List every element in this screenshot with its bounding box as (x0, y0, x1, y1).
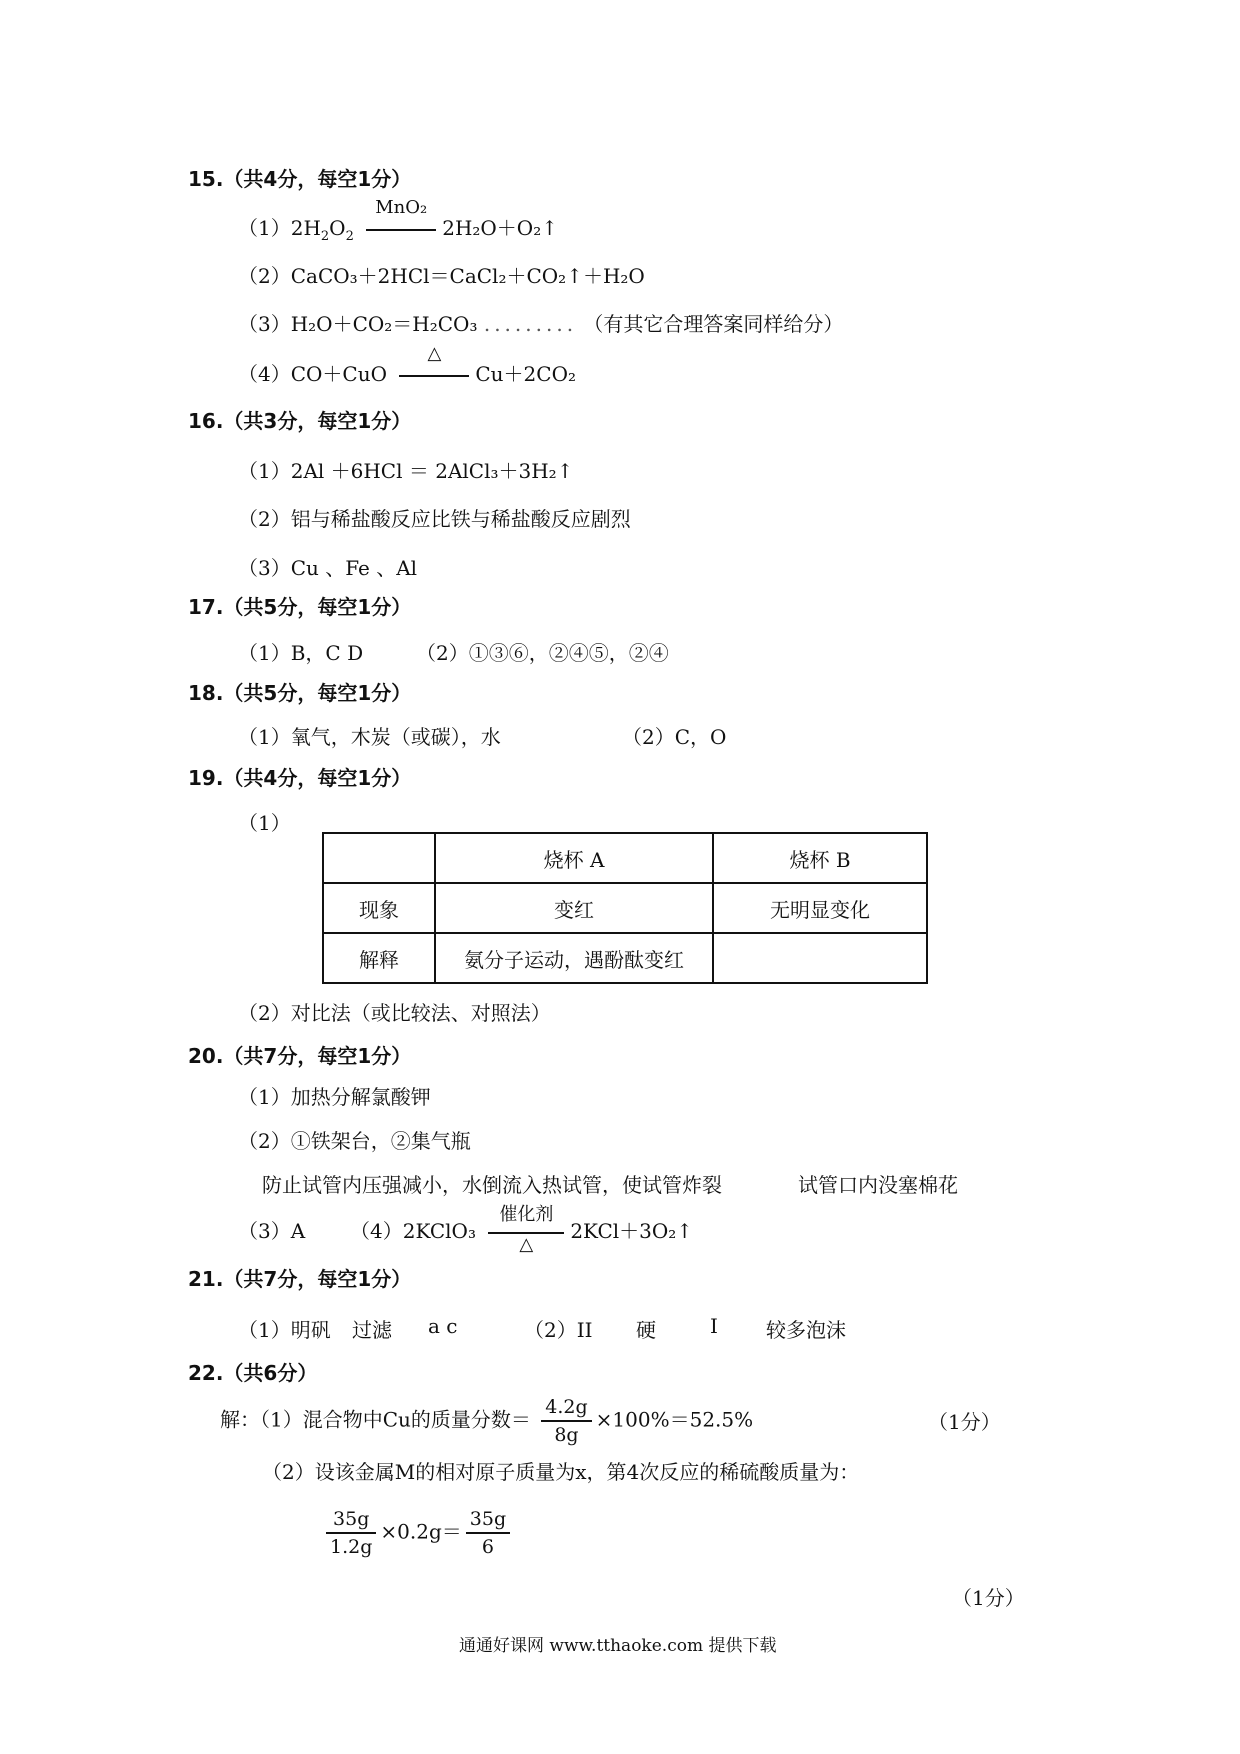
q22-heading: 22.（共6分） (188, 1361, 318, 1385)
q20-heading: 20.（共7分，每空1分） (188, 1044, 412, 1068)
table-header-beaker-b: 烧杯 B (713, 833, 927, 883)
observation-table (322, 832, 928, 984)
fraction-cu (541, 1396, 591, 1446)
q21-answer-alum: （1）明矾 (238, 1318, 331, 1342)
reaction-arrow-mno2 (366, 196, 436, 241)
q20-line3a: 防止试管内压强减小，水倒流入热试管，使试管炸裂 (262, 1173, 722, 1197)
q15-line1-sub-c: 2 (345, 229, 354, 244)
q19-line2: （2）对比法（或比较法、对照法） (238, 1001, 551, 1025)
q15-line1-o: O (329, 216, 346, 240)
q22-line1 (220, 1396, 753, 1446)
q18-answer-1: （1）氧气，木炭（或碳），水 (238, 725, 501, 749)
fraction-left (326, 1508, 376, 1558)
q21-answer-i: I (710, 1314, 718, 1338)
q16-line3: （3）Cu 、Fe 、Al (238, 556, 418, 580)
q21-answer-hard: 硬 (636, 1318, 656, 1342)
q15-line3-equation: （3）H₂O＋CO₂＝H₂CO₃ (238, 312, 478, 336)
heat-symbol: △ (519, 1233, 534, 1255)
fraction-denominator: 8g (554, 1424, 579, 1446)
q20-line3b: 试管口内没塞棉花 (798, 1173, 958, 1197)
q22-line3-mid: ×0.2g＝ (380, 1519, 462, 1544)
reaction-arrow-heat (399, 342, 469, 387)
q22-line1-score: （1分） (928, 1410, 1001, 1434)
q17-heading: 17.（共5分，每空1分） (188, 595, 412, 619)
fraction-denominator: 6 (481, 1536, 494, 1558)
q16-heading: 16.（共3分，每空1分） (188, 409, 412, 433)
q15-line4-products: Cu＋2CO₂ (475, 362, 576, 386)
q21-answer-ii: （2）II (524, 1318, 593, 1342)
q22-line3 (322, 1508, 514, 1558)
q22-line3-score: （1分） (952, 1586, 1025, 1610)
q21-answer-foam: 较多泡沫 (766, 1318, 846, 1342)
q15-line3-note: （有其它合理答案同样给分） (583, 312, 844, 336)
fraction-denominator: 1.2g (330, 1536, 373, 1558)
table-row-phenomenon (323, 883, 927, 933)
q15-line4 (238, 342, 576, 387)
q15-line3: （3）H₂O＋CO₂＝H₂CO₃ ......... （有其它合理答案同样给分） (238, 312, 844, 336)
q15-line1 (238, 196, 558, 244)
table-cell (713, 933, 927, 983)
table-header-row (323, 833, 927, 883)
page-footer: 通通好课网 www.tthaoke.com 提供下载 (459, 1636, 777, 1656)
table-cell: 氨分子运动，遇酚酞变红 (435, 933, 713, 983)
table-row-label: 解释 (323, 933, 435, 983)
heat-symbol: △ (427, 342, 442, 364)
q19-heading: 19.（共4分，每空1分） (188, 766, 412, 790)
q20-line2: （2）①铁架台，②集气瓶 (238, 1129, 471, 1153)
q19-line1: （1） (238, 811, 291, 835)
q18-heading: 18.（共5分，每空1分） (188, 681, 412, 705)
q20-line4b (350, 1203, 694, 1255)
q20-line4a: （3）A (238, 1219, 306, 1243)
fraction-right (466, 1508, 510, 1558)
q15-line1-sub-a: 2 (320, 229, 330, 244)
q21-heading: 21.（共7分，每空1分） (188, 1267, 412, 1291)
q15-line2: （2）CaCO₃＋2HCl＝CaCl₂＋CO₂↑＋H₂O (238, 264, 645, 288)
q18-answer-2: （2）C，O (622, 725, 727, 749)
table-header-beaker-a: 烧杯 A (435, 833, 713, 883)
q22-line2: （2）设该金属M的相对原子质量为x，第4次反应的稀硫酸质量为： (262, 1460, 860, 1484)
q15-line1-prefix: （1）2H (238, 216, 321, 240)
q15-line4-reactants: （4）CO＋CuO (238, 362, 388, 386)
q17-answer-2: （2）①③⑥，②④⑤，②④ (416, 641, 669, 665)
table-row-label: 现象 (323, 883, 435, 933)
q20-line1: （1）加热分解氯酸钾 (238, 1085, 431, 1109)
table-corner-cell (323, 833, 435, 883)
fraction-numerator: 35g (466, 1508, 510, 1534)
q15-heading: 15.（共4分，每空1分） (188, 167, 412, 191)
q20-line4b-reactant: （4）2KClO₃ (350, 1219, 476, 1243)
fraction-numerator: 35g (326, 1508, 376, 1534)
table-cell: 变红 (435, 883, 713, 933)
q21-answer-filter: 过滤 (352, 1318, 392, 1342)
table-cell: 无明显变化 (713, 883, 927, 933)
reaction-arrow-catalyst-heat (488, 1203, 564, 1255)
q16-line1: （1）2Al ＋6HCl ＝ 2AlCl₃＋3H₂↑ (238, 459, 574, 483)
q22-line1-text: 解：（1）混合物中Cu的质量分数＝ (220, 1407, 531, 1432)
q22-line1-result: ×100%＝52.5% (595, 1407, 754, 1432)
catalyst-label: MnO₂ (375, 196, 428, 218)
q20-line4b-products: 2KCl＋3O₂↑ (570, 1219, 694, 1243)
fraction-numerator: 4.2g (541, 1396, 591, 1422)
q16-line2: （2）铝与稀盐酸反应比铁与稀盐酸反应剧烈 (238, 507, 631, 531)
catalyst-label: 催化剂 (499, 1203, 554, 1225)
q17-answer-1: （1）B，C D (238, 641, 364, 665)
q15-line1-product: 2H₂O＋O₂↑ (442, 216, 558, 240)
table-row-explanation (323, 933, 927, 983)
q21-answer-ac: a c (428, 1314, 458, 1338)
